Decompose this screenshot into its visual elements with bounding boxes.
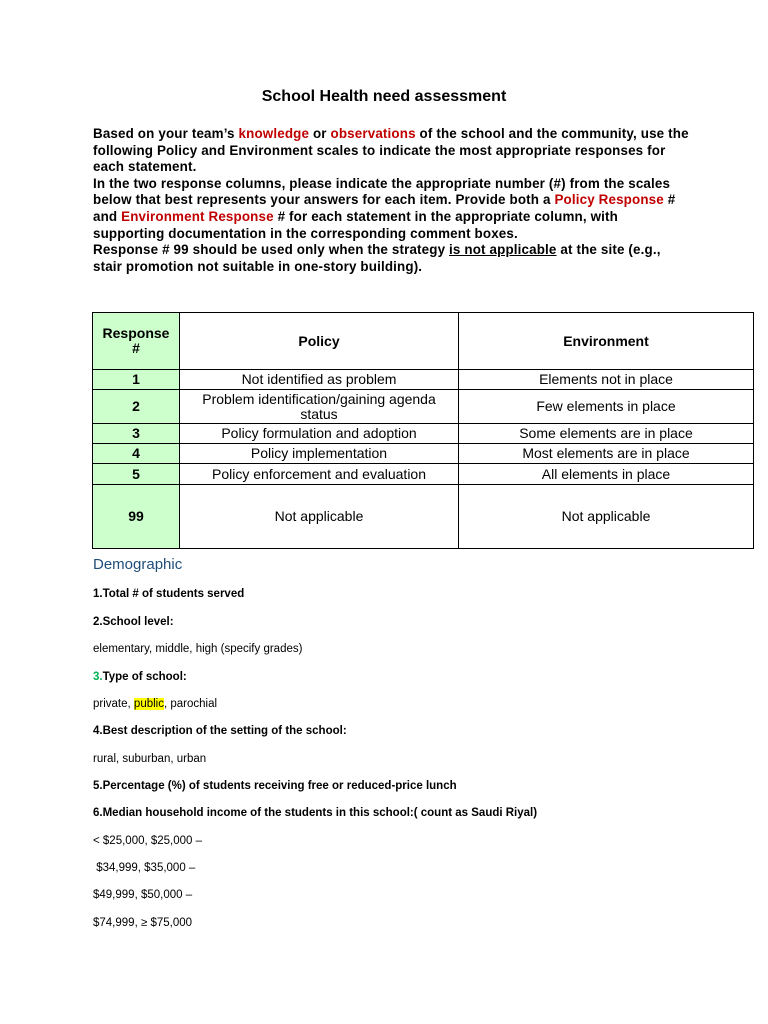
header-environment: Environment xyxy=(459,313,754,370)
options-setting: rural, suburban, urban xyxy=(93,753,207,765)
income-range-line: $74,999, ≥ $75,000 xyxy=(93,917,193,929)
table-row xyxy=(93,390,754,424)
text: Based on your team’s xyxy=(93,126,239,141)
text: In the two response columns, please indicate the appropriate number (#) from the scales below that best represents your answers for each item. Provide both a xyxy=(93,175,671,208)
policy-cell: Problem identification/gaining agenda status xyxy=(180,390,459,424)
policy-cell: Not identified as problem xyxy=(180,370,459,390)
policy-cell: Policy implementation xyxy=(180,444,459,464)
environment-cell: Some elements are in place xyxy=(459,424,754,444)
question-setting: 4.Best description of the setting of the school: xyxy=(93,725,347,737)
response-number: 3 xyxy=(93,424,180,444)
page-title: School Health need assessment xyxy=(261,88,507,105)
text: of the school and the community, use the following Policy and Environment scales to indicate the most appropriate responses for each statement. xyxy=(93,126,689,175)
table-header-row xyxy=(93,313,754,370)
options-type-of-school xyxy=(93,698,217,710)
text: private, xyxy=(93,698,134,710)
options-school-level: elementary, middle, high (specify grades) xyxy=(93,643,303,655)
text: # and xyxy=(93,192,676,224)
keyword-environment-response: Environment Response xyxy=(121,208,274,224)
keyword-observations: observations xyxy=(330,126,416,141)
table-row xyxy=(93,464,754,485)
response-number: 1 xyxy=(93,370,180,390)
policy-cell: Not applicable xyxy=(180,485,459,549)
environment-cell: Not applicable xyxy=(459,485,754,549)
policy-cell: Policy formulation and adoption xyxy=(180,424,459,444)
question-free-lunch: 5.Percentage (%) of students receiving free or reduced-price lunch xyxy=(93,780,457,792)
text: or xyxy=(309,126,331,141)
question-school-level: 2.School level: xyxy=(93,616,174,628)
keyword-not-applicable: is not applicable xyxy=(449,242,557,258)
instructions-paragraph-1 xyxy=(93,126,693,176)
header-response: Response # xyxy=(93,313,180,370)
text: # for each statement in the appropriate column, with supporting documentation in the corresponding comment boxes. xyxy=(93,208,618,241)
section-heading-demographic: Demographic xyxy=(93,556,183,573)
response-number: 5 xyxy=(93,464,180,485)
income-range-line: $49,999, $50,000 – xyxy=(93,889,193,901)
question-number: 3. xyxy=(93,671,103,683)
keyword-policy-response: Policy Response xyxy=(554,192,664,208)
question-text: Type of school: xyxy=(102,671,187,683)
text: Response # 99 should be used only when the strategy xyxy=(93,242,450,258)
environment-cell: Most elements are in place xyxy=(459,444,754,464)
table-row xyxy=(93,444,754,464)
environment-cell: Elements not in place xyxy=(459,370,754,390)
environment-cell: All elements in place xyxy=(459,464,754,485)
response-number: 4 xyxy=(93,444,180,464)
response-number: 99 xyxy=(93,485,180,549)
table-row xyxy=(93,370,754,390)
keyword-knowledge: knowledge xyxy=(238,126,310,141)
question-household-income: 6.Median household income of the students in this school:( count as Saudi Riyal) xyxy=(93,807,538,819)
question-type-of-school xyxy=(93,671,187,683)
table-row xyxy=(93,485,754,549)
question-total-students: 1.Total # of students served xyxy=(93,588,245,600)
response-number: 2 xyxy=(93,390,180,424)
instructions xyxy=(93,126,693,275)
table-row xyxy=(93,424,754,444)
income-range-line: $34,999, $35,000 – xyxy=(93,862,196,874)
policy-cell: Policy enforcement and evaluation xyxy=(180,464,459,485)
highlighted-option-public: public xyxy=(133,698,164,710)
environment-cell: Few elements in place xyxy=(459,390,754,424)
income-range-line: < $25,000, $25,000 – xyxy=(93,835,203,847)
instructions-paragraph-2 xyxy=(93,176,693,242)
header-policy: Policy xyxy=(180,313,459,370)
text: , parochial xyxy=(163,698,218,710)
instructions-paragraph-3 xyxy=(93,242,693,275)
response-scale-table xyxy=(92,312,754,549)
text: at the site (e.g., stair promotion not suitable in one-story building). xyxy=(93,242,661,274)
